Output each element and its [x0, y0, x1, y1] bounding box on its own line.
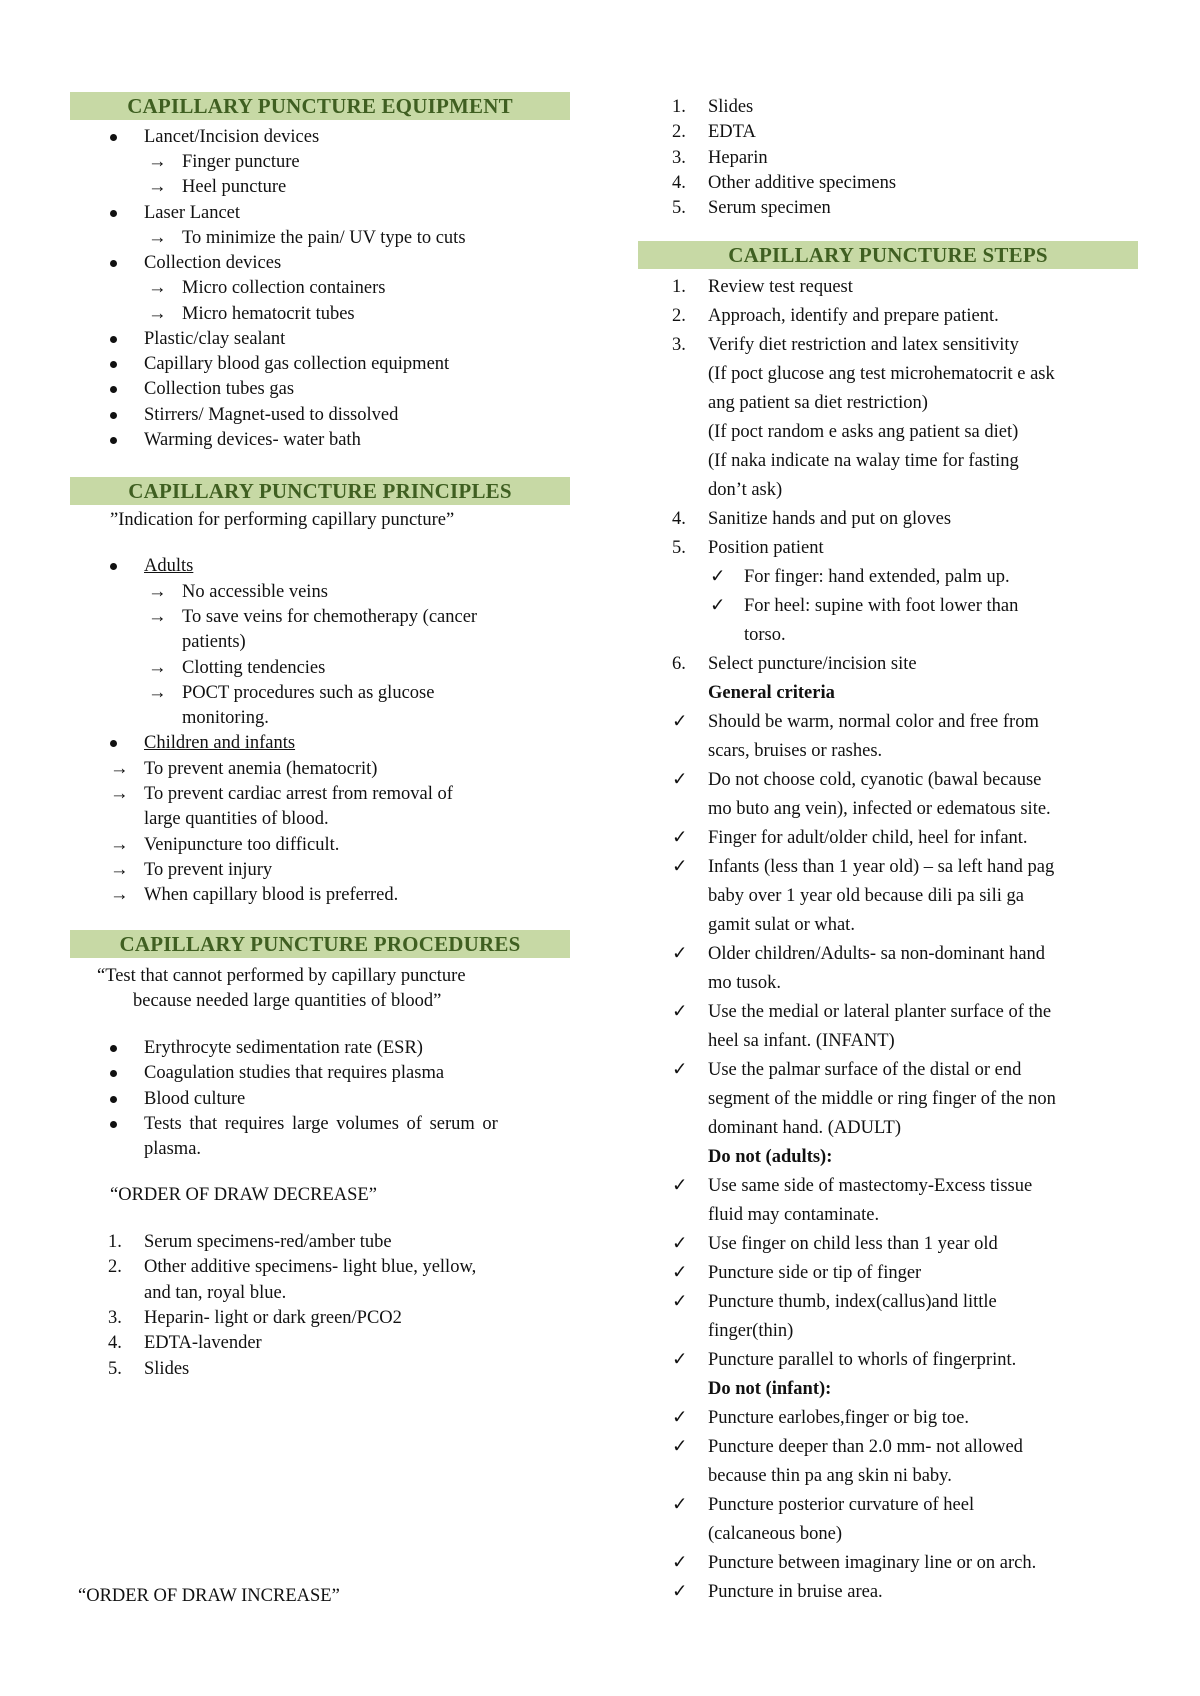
- check-icon: ✓: [672, 1292, 688, 1312]
- check-icon: ✓: [672, 828, 688, 848]
- bullet-icon: [110, 386, 117, 393]
- check-icon: ✓: [672, 1408, 688, 1428]
- check-icon: ✓: [672, 1582, 688, 1602]
- arrow-icon: →: [148, 228, 167, 248]
- check-icon: ✓: [672, 1060, 688, 1080]
- procedures-quote-line: because needed large quantities of blood”: [133, 991, 442, 1011]
- check-icon: ✓: [672, 1176, 688, 1196]
- check-icon: ✓: [710, 567, 726, 587]
- check-icon: ✓: [710, 596, 726, 616]
- bullet-icon: [110, 1096, 117, 1103]
- arrow-icon: →: [110, 759, 129, 779]
- check-icon: ✓: [672, 1495, 688, 1515]
- bullet-icon: [110, 563, 117, 570]
- arrow-icon: →: [110, 784, 129, 804]
- check-icon: ✓: [672, 770, 688, 790]
- bullet-icon: [110, 1045, 117, 1052]
- bullet-icon: [110, 210, 117, 217]
- arrow-icon: →: [148, 177, 167, 197]
- check-icon: ✓: [672, 1350, 688, 1370]
- equipment-heading: CAPILLARY PUNCTURE EQUIPMENT: [70, 92, 570, 120]
- arrow-icon: →: [148, 304, 167, 324]
- check-icon: ✓: [672, 1263, 688, 1283]
- bullet-icon: [110, 134, 117, 141]
- bullet-icon: [110, 1121, 117, 1128]
- check-icon: ✓: [672, 1234, 688, 1254]
- check-icon: ✓: [672, 712, 688, 732]
- principles-heading: CAPILLARY PUNCTURE PRINCIPLES: [70, 477, 570, 505]
- steps-heading: CAPILLARY PUNCTURE STEPS: [638, 241, 1138, 269]
- principles-quote: ”Indication for performing capillary puncture”: [110, 510, 455, 530]
- check-icon: ✓: [672, 1553, 688, 1573]
- check-icon: ✓: [672, 1002, 688, 1022]
- procedures-heading: CAPILLARY PUNCTURE PROCEDURES: [70, 930, 570, 958]
- arrow-icon: →: [148, 683, 167, 703]
- bullet-icon: [110, 1070, 117, 1077]
- bullet-icon: [110, 412, 117, 419]
- procedures-quote-line: “Test that cannot performed by capillary puncture: [97, 966, 466, 986]
- arrow-icon: →: [110, 860, 129, 880]
- arrow-icon: →: [148, 582, 167, 602]
- check-icon: ✓: [672, 944, 688, 964]
- order-decrease-title: “ORDER OF DRAW DECREASE”: [110, 1185, 377, 1205]
- order-increase-title: “ORDER OF DRAW INCREASE”: [78, 1586, 340, 1606]
- check-icon: ✓: [672, 857, 688, 877]
- check-icon: ✓: [672, 1437, 688, 1457]
- document-page: CAPILLARY PUNCTURE EQUIPMENT Lancet/Incision devices → Finger puncture → Heel puncture Laser Lancet → To minimize the pain/ UV type to cuts Collection devices → Micro collection containers → Micro hematocrit tubes Plastic/clay sealant Capillary blood gas collection equipment Collection tubes gas Stirrers/ Magnet-used to dissolved Warming devices- water bath CAPILLARY PUNCTURE PRINCIPLES ”Indication for performing capillary puncture” Adults → No accessible veins → To save veins for chemotherapy (cancer patients) → Clotting tendencies → POCT procedures such as glucose monitoring. Children and infants → To prevent anemia (hematocrit) → To prevent cardiac arrest from removal of large quantities of blood. → Venipuncture too difficult. → To prevent injury → When capillary blood is preferred. CAPILLARY PUNCTURE PROCEDURES “Test that cannot performed by capillary puncture because needed large quantities of blood” Erythrocyte sedimentation rate (ESR) Coagulation studies that requires plasma Blood culture Tests that requires large volumes of serum or plasma. “ORDER OF DRAW DECREASE” 1. Serum specimens-red/amber tube 2. Other additive specimens- light blue, yellow, and tan, royal blue. 3. Heparin- light or dark green/PCO2 4. EDTA-lavender 5. Slides “ORDER OF DRAW INCREASE” 1. Slides 2. EDTA 3. Heparin 4. Other additive specimens 5. Serum specimen CAPILLARY PUNCTURE STEPS 1. Review test request 2. Approach, identify and prepare patient. 3. Verify diet restriction and latex sensitivity (If poct glucose ang test microhematocrit e ask ang patient sa diet restriction) (If poct random e asks ang patient sa diet) (If naka indicate na walay time for fasting don’t ask) 4. Sanitize hands and put on gloves 5. Position patient ✓ For finger: hand extended, palm up. ✓ For heel: supine with foot lower than torso. 6. Select puncture/incision site General criteria ✓ Should be warm, normal color and free from scars, bruises or rashes. ✓ Do not choose cold, cyanotic (bawal because mo buto ang vein), infected or edematous site. ✓ Finger for adult/older child, heel for infant. ✓ Infants (less than 1 year old) – sa left hand pag baby over 1 year old because dili pa sili ga gamit sulat or what. ✓ Older children/Adults- sa non-dominant hand mo tusok. ✓ Use the medial or lateral planter surface of the heel sa infant. (INFANT) ✓ Use the palmar surface of the distal or end segment of the middle or ring finger of the non dominant hand. (ADULT) Do not (adults): ✓ Use same side of mastectomy-Excess tissue fluid may contaminate. ✓ Use finger on child less than 1 year old ✓ Puncture side or tip of finger ✓ Puncture thumb, index(callus)and little finger(thin) ✓ Puncture parallel to whorls of fingerprint. Do not (infant): ✓ Puncture earlobes,finger or big toe. ✓ Puncture deeper than 2.0 mm- not allowed because thin pa ang skin ni baby. ✓ Puncture posterior curvature of heel (calcaneous bone) ✓ Puncture between imaginary line or on arch. ✓ Puncture in bruise area.: [0, 0, 1200, 1696]
- arrow-icon: →: [110, 835, 129, 855]
- arrow-icon: →: [148, 607, 167, 627]
- arrow-icon: →: [148, 278, 167, 298]
- bullet-icon: [110, 361, 117, 368]
- arrow-icon: →: [110, 885, 129, 905]
- bullet-icon: [110, 336, 117, 343]
- bullet-icon: [110, 437, 117, 444]
- arrow-icon: →: [148, 152, 167, 172]
- arrow-icon: →: [148, 658, 167, 678]
- bullet-icon: [110, 740, 117, 747]
- bullet-icon: [110, 260, 117, 267]
